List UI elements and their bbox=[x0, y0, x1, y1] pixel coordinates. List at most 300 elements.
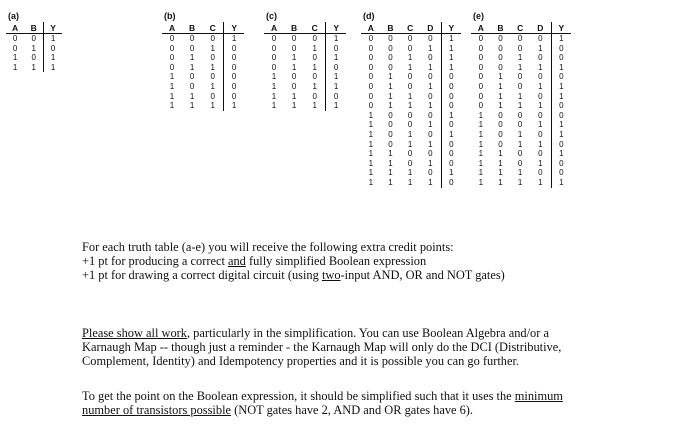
table-cell: 1 bbox=[312, 81, 317, 91]
table-cell: 1 bbox=[271, 91, 277, 101]
table-cell: 0 bbox=[517, 43, 523, 53]
column-header: Y bbox=[326, 22, 346, 34]
table-row bbox=[471, 140, 571, 150]
table-cell: 0 bbox=[169, 53, 175, 63]
column-header: Y bbox=[551, 22, 571, 34]
table-cell: 0 bbox=[368, 81, 374, 91]
table-cell: 1 bbox=[478, 129, 484, 139]
table-cell: 0 bbox=[210, 91, 215, 101]
table-row bbox=[361, 44, 461, 54]
table-cell: 0 bbox=[551, 111, 571, 121]
table-cell: 1 bbox=[538, 120, 543, 130]
table-cell: 1 bbox=[517, 168, 523, 178]
table-row bbox=[264, 44, 346, 54]
table-row bbox=[471, 159, 571, 169]
truth-table-a bbox=[6, 10, 62, 72]
table-label: (a) bbox=[8, 11, 19, 21]
table-cell: 1 bbox=[478, 158, 484, 168]
table-cell: 0 bbox=[291, 81, 297, 91]
table-cell: 1 bbox=[368, 177, 374, 187]
table-cell: 1 bbox=[538, 158, 543, 168]
column-header: B bbox=[24, 22, 44, 34]
extra-credit-intro: For each truth table (a-e) you will receive the following extra credit points: bbox=[82, 240, 454, 254]
column-header: A bbox=[162, 22, 182, 34]
table-cell: 0 bbox=[498, 62, 503, 72]
table-cell: 0 bbox=[478, 62, 484, 72]
extra-credit-circuit: +1 pt for drawing a correct digital circuit (using two-input AND, OR and NOT gates) bbox=[82, 268, 505, 282]
table-cell: 1 bbox=[271, 81, 277, 91]
table-cell: 1 bbox=[224, 34, 244, 44]
table-row bbox=[162, 53, 244, 63]
table-cell: 1 bbox=[498, 168, 503, 178]
table-cell: 1 bbox=[31, 43, 36, 53]
table-row bbox=[471, 92, 571, 102]
table-cell: 1 bbox=[312, 43, 317, 53]
column-header: B bbox=[182, 22, 202, 34]
table-label: (c) bbox=[266, 11, 277, 21]
table-row bbox=[264, 92, 346, 102]
table-row bbox=[361, 178, 461, 188]
table-row bbox=[361, 82, 461, 92]
table-cell: 1 bbox=[441, 168, 461, 178]
table-cell: 1 bbox=[291, 53, 297, 63]
table-cell: 0 bbox=[428, 34, 433, 43]
table-cell: 1 bbox=[498, 72, 503, 82]
table-cell: 0 bbox=[517, 149, 523, 159]
table-cell: 0 bbox=[538, 149, 543, 159]
table-row bbox=[471, 168, 571, 178]
table-cell: 1 bbox=[291, 101, 297, 111]
table-cell: 0 bbox=[407, 110, 413, 120]
table-cell: 1 bbox=[498, 81, 503, 91]
table-cell: 0 bbox=[538, 72, 543, 82]
table-cell: 0 bbox=[441, 92, 461, 102]
table-cell: 0 bbox=[478, 91, 484, 101]
table-cell: 0 bbox=[368, 72, 374, 82]
table-row bbox=[361, 53, 461, 63]
table-row bbox=[471, 53, 571, 63]
table-cell: 1 bbox=[368, 129, 374, 139]
table-cell: 0 bbox=[169, 34, 175, 43]
table-cell: 0 bbox=[478, 101, 484, 111]
table-cell: 1 bbox=[538, 101, 543, 111]
table-cell: 0 bbox=[478, 72, 484, 82]
table-cell: 1 bbox=[428, 62, 433, 72]
table-cell: 1 bbox=[326, 72, 346, 82]
table-row bbox=[361, 159, 461, 169]
table-cell: 0 bbox=[538, 110, 543, 120]
table-cell: 0 bbox=[388, 129, 393, 139]
table-cell: 0 bbox=[271, 34, 277, 43]
table-cell: 1 bbox=[271, 72, 277, 82]
table-row bbox=[471, 101, 571, 111]
table-cell: 0 bbox=[312, 91, 317, 101]
truth-table bbox=[264, 22, 346, 111]
extra-credit-expression: +1 pt for producing a correct and fully simplified Boolean expression bbox=[82, 254, 427, 268]
table-cell: 1 bbox=[368, 158, 374, 168]
table-cell: 0 bbox=[441, 149, 461, 159]
table-cell: 1 bbox=[407, 139, 413, 149]
table-cell: 0 bbox=[538, 53, 543, 63]
table-cell: 0 bbox=[388, 62, 393, 72]
table-cell: 1 bbox=[441, 44, 461, 54]
table-cell: 1 bbox=[517, 53, 523, 63]
table-cell: 1 bbox=[428, 43, 433, 53]
table-cell: 0 bbox=[291, 72, 297, 82]
table-cell: 0 bbox=[210, 34, 215, 43]
table-cell: 0 bbox=[478, 34, 484, 43]
table-row bbox=[264, 101, 346, 111]
column-header: Y bbox=[441, 22, 461, 34]
column-header: A bbox=[6, 22, 24, 34]
table-cell: 1 bbox=[498, 149, 503, 159]
table-cell: 1 bbox=[441, 130, 461, 140]
table-cell: 1 bbox=[538, 177, 543, 187]
table-cell: 0 bbox=[551, 101, 571, 111]
table-cell: 0 bbox=[428, 110, 433, 120]
table-row bbox=[162, 82, 244, 92]
table-cell: 1 bbox=[271, 101, 277, 111]
table-cell: 0 bbox=[271, 43, 277, 53]
table-row bbox=[471, 63, 571, 73]
table-cell: 0 bbox=[478, 81, 484, 91]
table-cell: 1 bbox=[551, 92, 571, 102]
table-cell: 0 bbox=[498, 43, 503, 53]
table-cell: 0 bbox=[441, 82, 461, 92]
table-row bbox=[6, 53, 62, 63]
table-cell: 0 bbox=[517, 81, 523, 91]
table-cell: 1 bbox=[189, 101, 195, 111]
table-cell: 1 bbox=[551, 34, 571, 44]
table-cell: 0 bbox=[271, 53, 277, 63]
column-header: A bbox=[361, 22, 381, 34]
table-row bbox=[361, 92, 461, 102]
table-cell: 1 bbox=[517, 91, 523, 101]
table-cell: 0 bbox=[428, 53, 433, 63]
table-cell: 1 bbox=[517, 62, 523, 72]
table-cell: 1 bbox=[368, 149, 374, 159]
table-cell: 0 bbox=[169, 43, 175, 53]
table-cell: 0 bbox=[441, 72, 461, 82]
table-cell: 1 bbox=[388, 101, 393, 111]
table-cell: 0 bbox=[517, 158, 523, 168]
table-cell: 1 bbox=[169, 101, 175, 111]
table-cell: 0 bbox=[551, 140, 571, 150]
table-cell: 0 bbox=[224, 92, 244, 102]
table-cell: 0 bbox=[498, 129, 503, 139]
table-cell: 0 bbox=[551, 159, 571, 169]
table-cell: 1 bbox=[224, 101, 244, 111]
table-cell: 0 bbox=[224, 63, 244, 73]
table-cell: 0 bbox=[368, 53, 374, 63]
table-cell: 0 bbox=[368, 91, 374, 101]
truth-table-d bbox=[361, 10, 461, 188]
table-cell: 0 bbox=[388, 53, 393, 63]
table-cell: 0 bbox=[326, 44, 346, 54]
table-row bbox=[361, 168, 461, 178]
table-row bbox=[361, 149, 461, 159]
table-cell: 0 bbox=[551, 72, 571, 82]
table-cell: 0 bbox=[407, 149, 413, 159]
table-cell: 1 bbox=[478, 149, 484, 159]
table-cell: 0 bbox=[210, 53, 215, 63]
table-cell: 0 bbox=[224, 82, 244, 92]
table-cell: 1 bbox=[551, 120, 571, 130]
table-cell: 1 bbox=[428, 101, 433, 111]
table-cell: 1 bbox=[169, 91, 175, 101]
table-cell: 1 bbox=[551, 82, 571, 92]
table-cell: 1 bbox=[312, 62, 317, 72]
table-cell: 0 bbox=[441, 101, 461, 111]
table-cell: 0 bbox=[441, 140, 461, 150]
table-cell: 1 bbox=[388, 149, 393, 159]
table-row bbox=[471, 111, 571, 121]
table-row bbox=[6, 44, 62, 54]
table-cell: 0 bbox=[312, 34, 317, 43]
table-cell: 0 bbox=[517, 34, 523, 43]
table-cell: 1 bbox=[388, 177, 393, 187]
table-cell: 1 bbox=[31, 62, 36, 72]
table-cell: 1 bbox=[189, 91, 195, 101]
table-cell: 1 bbox=[407, 101, 413, 111]
table-cell: 1 bbox=[498, 91, 503, 101]
table-cell: 0 bbox=[388, 120, 393, 130]
table-row bbox=[361, 34, 461, 44]
table-cell: 1 bbox=[428, 81, 433, 91]
table-cell: 0 bbox=[551, 53, 571, 63]
table-cell: 1 bbox=[551, 130, 571, 140]
table-cell: 0 bbox=[407, 158, 413, 168]
column-header: C bbox=[202, 22, 224, 34]
column-header: A bbox=[264, 22, 284, 34]
table-label: (b) bbox=[164, 11, 176, 21]
table-cell: 1 bbox=[291, 91, 297, 101]
table-cell: 1 bbox=[44, 53, 62, 63]
column-header: B bbox=[381, 22, 401, 34]
table-row bbox=[162, 72, 244, 82]
table-cell: 1 bbox=[368, 168, 374, 178]
table-cell: 1 bbox=[498, 158, 503, 168]
table-cell: 0 bbox=[517, 120, 523, 130]
table-cell: 0 bbox=[368, 101, 374, 111]
table-cell: 1 bbox=[291, 62, 297, 72]
table-cell: 1 bbox=[478, 139, 484, 149]
table-cell: 0 bbox=[312, 53, 317, 63]
table-cell: 0 bbox=[189, 34, 195, 43]
table-cell: 1 bbox=[517, 101, 523, 111]
table-cell: 0 bbox=[31, 34, 36, 43]
table-cell: 0 bbox=[224, 72, 244, 82]
table-row bbox=[162, 92, 244, 102]
table-cell: 0 bbox=[31, 53, 36, 63]
truth-table bbox=[361, 22, 461, 188]
table-cell: 0 bbox=[498, 53, 503, 63]
table-label: (d) bbox=[363, 11, 375, 21]
column-header: B bbox=[491, 22, 511, 34]
table-row bbox=[264, 53, 346, 63]
table-row bbox=[264, 63, 346, 73]
table-cell: 0 bbox=[498, 139, 503, 149]
table-cell: 1 bbox=[428, 177, 433, 187]
table-cell: 0 bbox=[538, 129, 543, 139]
table-cell: 1 bbox=[368, 110, 374, 120]
table-cell: 1 bbox=[44, 63, 62, 73]
table-cell: 0 bbox=[551, 168, 571, 178]
table-cell: 0 bbox=[498, 34, 503, 43]
table-cell: 1 bbox=[326, 53, 346, 63]
column-header: A bbox=[471, 22, 491, 34]
table-row bbox=[162, 44, 244, 54]
table-cell: 1 bbox=[478, 168, 484, 178]
table-cell: 0 bbox=[538, 34, 543, 43]
table-cell: 1 bbox=[441, 34, 461, 44]
table-row bbox=[162, 34, 244, 44]
table-cell: 0 bbox=[368, 62, 374, 72]
table-row bbox=[6, 63, 62, 73]
table-cell: 1 bbox=[407, 129, 413, 139]
table-cell: 1 bbox=[12, 53, 18, 63]
table-cell: 1 bbox=[388, 168, 393, 178]
table-cell: 0 bbox=[498, 110, 503, 120]
table-cell: 1 bbox=[441, 53, 461, 63]
table-row bbox=[361, 72, 461, 82]
table-cell: 0 bbox=[428, 72, 433, 82]
table-cell: 1 bbox=[407, 62, 413, 72]
table-row bbox=[264, 34, 346, 44]
table-cell: 0 bbox=[291, 43, 297, 53]
truth-table bbox=[6, 22, 62, 72]
table-cell: 1 bbox=[538, 43, 543, 53]
truth-table-e bbox=[471, 10, 571, 188]
table-row bbox=[264, 82, 346, 92]
table-cell: 0 bbox=[169, 62, 175, 72]
table-cell: 1 bbox=[12, 62, 18, 72]
table-cell: 0 bbox=[189, 72, 195, 82]
table-cell: 1 bbox=[498, 101, 503, 111]
column-header: C bbox=[400, 22, 420, 34]
table-cell: 1 bbox=[407, 91, 413, 101]
table-cell: 0 bbox=[271, 62, 277, 72]
table-cell: 1 bbox=[388, 158, 393, 168]
table-row bbox=[471, 178, 571, 188]
table-row bbox=[471, 34, 571, 44]
table-cell: 1 bbox=[368, 120, 374, 130]
table-cell: 1 bbox=[189, 53, 195, 63]
column-header: C bbox=[304, 22, 326, 34]
table-cell: 1 bbox=[478, 110, 484, 120]
table-cell: 1 bbox=[326, 34, 346, 44]
table-cell: 0 bbox=[428, 168, 433, 178]
table-cell: 0 bbox=[189, 43, 195, 53]
table-cell: 1 bbox=[538, 62, 543, 72]
table-cell: 1 bbox=[478, 177, 484, 187]
table-row bbox=[162, 63, 244, 73]
table-cell: 1 bbox=[189, 62, 195, 72]
table-cell: 0 bbox=[498, 120, 503, 130]
column-header: B bbox=[284, 22, 304, 34]
show-work-paragraph: Please show all work, particularly in the simplification. You can use Boolean Algebra and/or a Karnaugh Map -- though just a reminder - the Karnaugh Map will only do the DCI (Distributive, Complement, Identity) and Idempotency properties and it is possible you can go further. bbox=[82, 326, 562, 368]
table-cell: 1 bbox=[44, 34, 62, 44]
table-row bbox=[361, 140, 461, 150]
table-row bbox=[471, 120, 571, 130]
table-row bbox=[162, 101, 244, 111]
column-header: D bbox=[530, 22, 551, 34]
table-cell: 0 bbox=[368, 43, 374, 53]
table-row bbox=[361, 130, 461, 140]
table-cell: 1 bbox=[428, 120, 433, 130]
table-cell: 1 bbox=[368, 139, 374, 149]
column-header: D bbox=[420, 22, 441, 34]
table-cell: 0 bbox=[326, 92, 346, 102]
table-cell: 0 bbox=[441, 120, 461, 130]
table-cell: 0 bbox=[388, 34, 393, 43]
table-cell: 1 bbox=[478, 120, 484, 130]
table-cell: 1 bbox=[388, 91, 393, 101]
table-cell: 0 bbox=[441, 178, 461, 188]
table-cell: 0 bbox=[312, 72, 317, 82]
table-cell: 0 bbox=[407, 72, 413, 82]
table-cell: 1 bbox=[326, 82, 346, 92]
table-cell: 1 bbox=[517, 177, 523, 187]
table-cell: 1 bbox=[169, 72, 175, 82]
truth-table bbox=[162, 22, 244, 111]
table-cell: 1 bbox=[517, 139, 523, 149]
table-cell: 1 bbox=[551, 149, 571, 159]
table-cell: 1 bbox=[441, 111, 461, 121]
table-cell: 0 bbox=[407, 81, 413, 91]
table-row bbox=[6, 34, 62, 44]
table-cell: 0 bbox=[407, 43, 413, 53]
table-cell: 0 bbox=[407, 34, 413, 43]
truth-table-b bbox=[162, 10, 244, 111]
table-cell: 0 bbox=[44, 44, 62, 54]
table-cell: 0 bbox=[12, 43, 18, 53]
table-cell: 1 bbox=[538, 81, 543, 91]
table-cell: 1 bbox=[407, 168, 413, 178]
extra-credit-paragraph bbox=[82, 240, 682, 282]
table-cell: 0 bbox=[428, 91, 433, 101]
table-row bbox=[361, 63, 461, 73]
table-cell: 0 bbox=[478, 53, 484, 63]
table-cell: 1 bbox=[551, 63, 571, 73]
table-cell: 0 bbox=[388, 139, 393, 149]
table-cell: 0 bbox=[551, 44, 571, 54]
table-cell: 0 bbox=[428, 149, 433, 159]
table-cell: 1 bbox=[441, 63, 461, 73]
column-header: Y bbox=[44, 22, 62, 34]
column-header: Y bbox=[224, 22, 244, 34]
table-cell: 0 bbox=[388, 110, 393, 120]
table-cell: 1 bbox=[326, 101, 346, 111]
truth-table bbox=[471, 22, 571, 188]
table-cell: 1 bbox=[538, 139, 543, 149]
table-row bbox=[471, 44, 571, 54]
table-cell: 1 bbox=[210, 101, 215, 111]
table-row bbox=[471, 149, 571, 159]
table-cell: 0 bbox=[291, 34, 297, 43]
table-cell: 0 bbox=[224, 44, 244, 54]
table-cell: 0 bbox=[428, 129, 433, 139]
truth-table-c bbox=[264, 10, 346, 111]
table-cell: 0 bbox=[538, 91, 543, 101]
table-cell: 1 bbox=[388, 72, 393, 82]
table-cell: 0 bbox=[407, 120, 413, 130]
table-cell: 1 bbox=[169, 81, 175, 91]
table-cell: 1 bbox=[428, 158, 433, 168]
table-cell: 0 bbox=[189, 81, 195, 91]
table-cell: 1 bbox=[428, 139, 433, 149]
table-cell: 1 bbox=[517, 129, 523, 139]
